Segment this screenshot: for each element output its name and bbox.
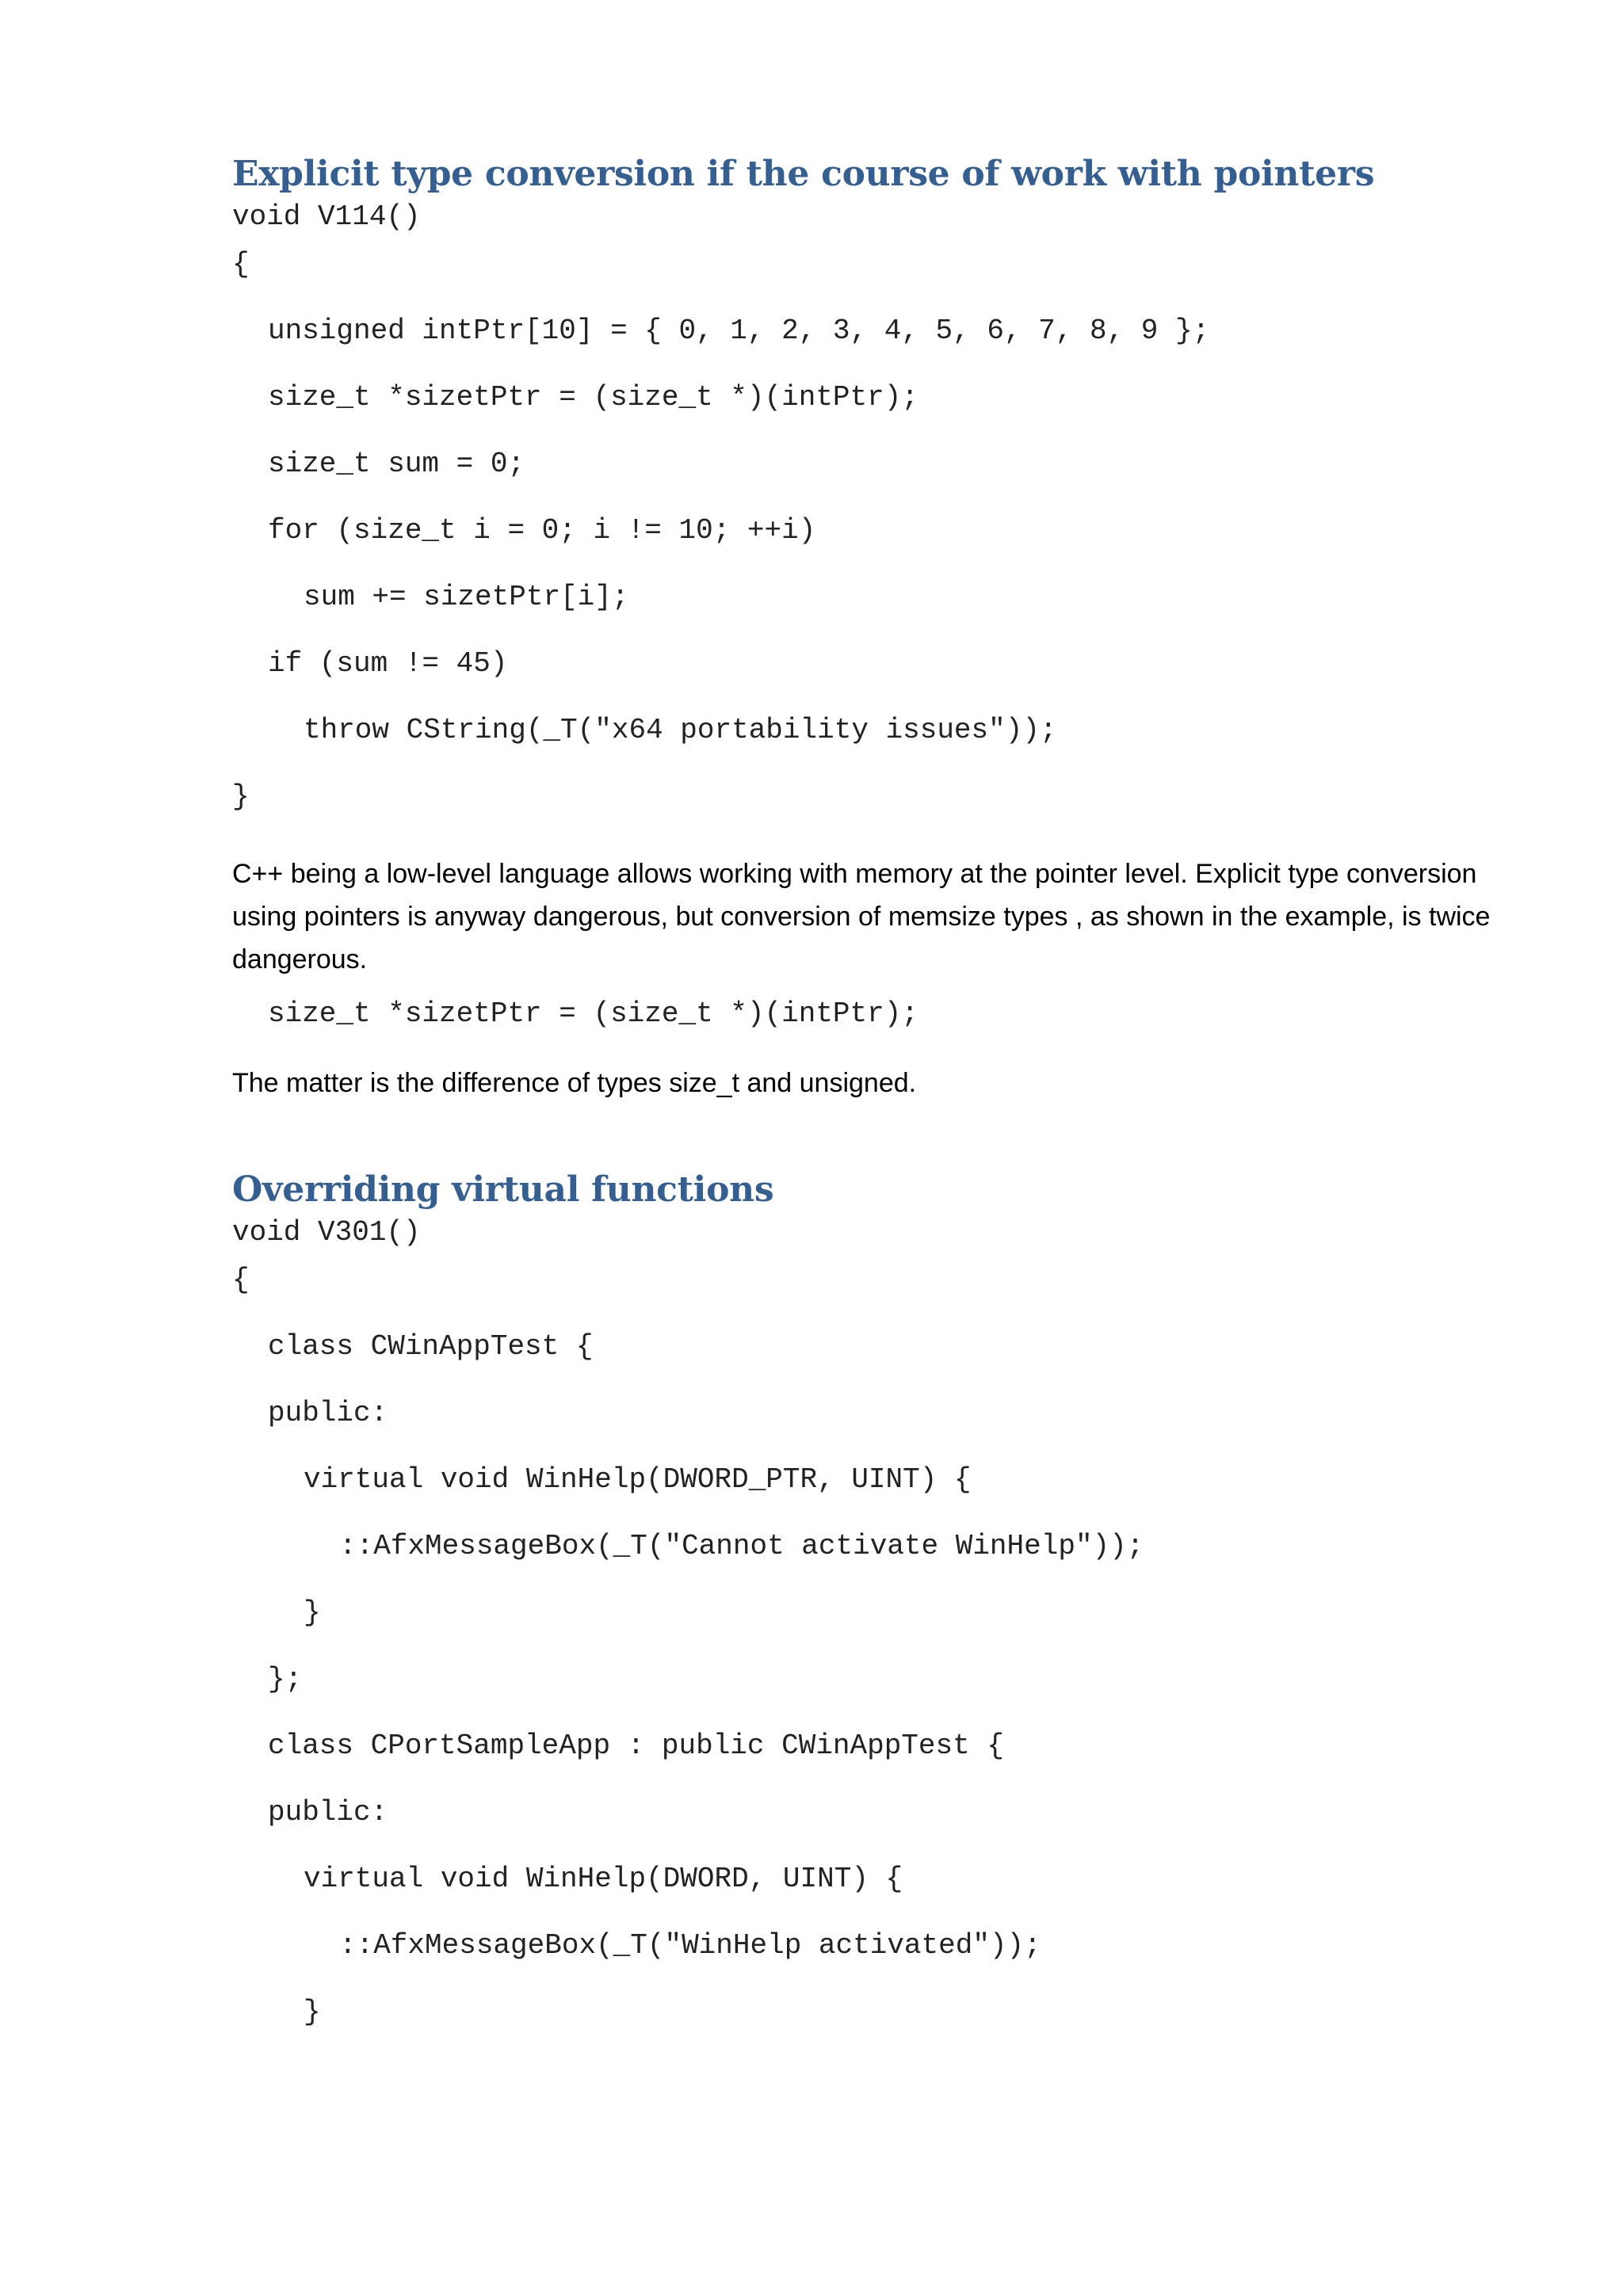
code-block — [232, 198, 1500, 845]
code-line: }; — [268, 1663, 303, 1695]
code-line: unsigned intPtr[10] = { 0, 1, 2, 3, 4, 5, 6, 7, 8, 9 }; — [268, 315, 1210, 347]
section-heading: Explicit type conversion if the course of work with pointers — [232, 154, 1375, 194]
code-line: throw CString(_T("x64 portability issues")); — [304, 714, 1057, 746]
code-line: ::AfxMessageBox(_T("Cannot activate WinHelp")); — [339, 1530, 1144, 1562]
code-line: virtual void WinHelp(DWORD, UINT) { — [304, 1863, 903, 1895]
code-line: if (sum != 45) — [268, 647, 508, 680]
section-overriding-virtual-functions — [232, 1166, 1500, 2060]
code-line: for (size_t i = 0; i != 10; ++i) — [268, 514, 816, 547]
code-line: sum += sizetPtr[i]; — [304, 581, 629, 613]
code-line: class CPortSampleApp : public CWinAppTest { — [268, 1730, 1004, 1762]
code-line: size_t sum = 0; — [268, 448, 525, 480]
code-line: } — [304, 1596, 321, 1629]
paragraph: C++ being a low-level language allows working with memory at the pointer level. Explicit type conversion using pointers is anyway dangerous, but conversion of memsize types , as shown in the example, is twice dangerous. — [232, 859, 1491, 974]
code-block — [232, 1214, 1500, 2060]
code-line: void V301() — [232, 1216, 421, 1249]
section-explicit-conversion — [232, 151, 1500, 1104]
code-line: } — [304, 1996, 321, 2028]
code-snippet: size_t *sizetPtr = (size_t *)(intPtr); — [268, 997, 918, 1030]
code-line: } — [232, 780, 250, 813]
code-line: ::AfxMessageBox(_T("WinHelp activated")); — [339, 1929, 1041, 1962]
code-line: virtual void WinHelp(DWORD_PTR, UINT) { — [304, 1463, 972, 1496]
code-line: public: — [268, 1796, 388, 1829]
code-line: class CWinAppTest { — [268, 1330, 594, 1363]
code-line: void V114() — [232, 200, 421, 233]
document-page — [232, 151, 1500, 2060]
code-line: { — [232, 1264, 250, 1296]
paragraph: The matter is the difference of types size_t and unsigned. — [232, 1068, 917, 1098]
code-line: public: — [268, 1397, 388, 1429]
code-line: size_t *sizetPtr = (size_t *)(intPtr); — [268, 381, 918, 414]
section-heading: Overriding virtual functions — [232, 1169, 774, 1210]
code-line: { — [232, 248, 250, 280]
